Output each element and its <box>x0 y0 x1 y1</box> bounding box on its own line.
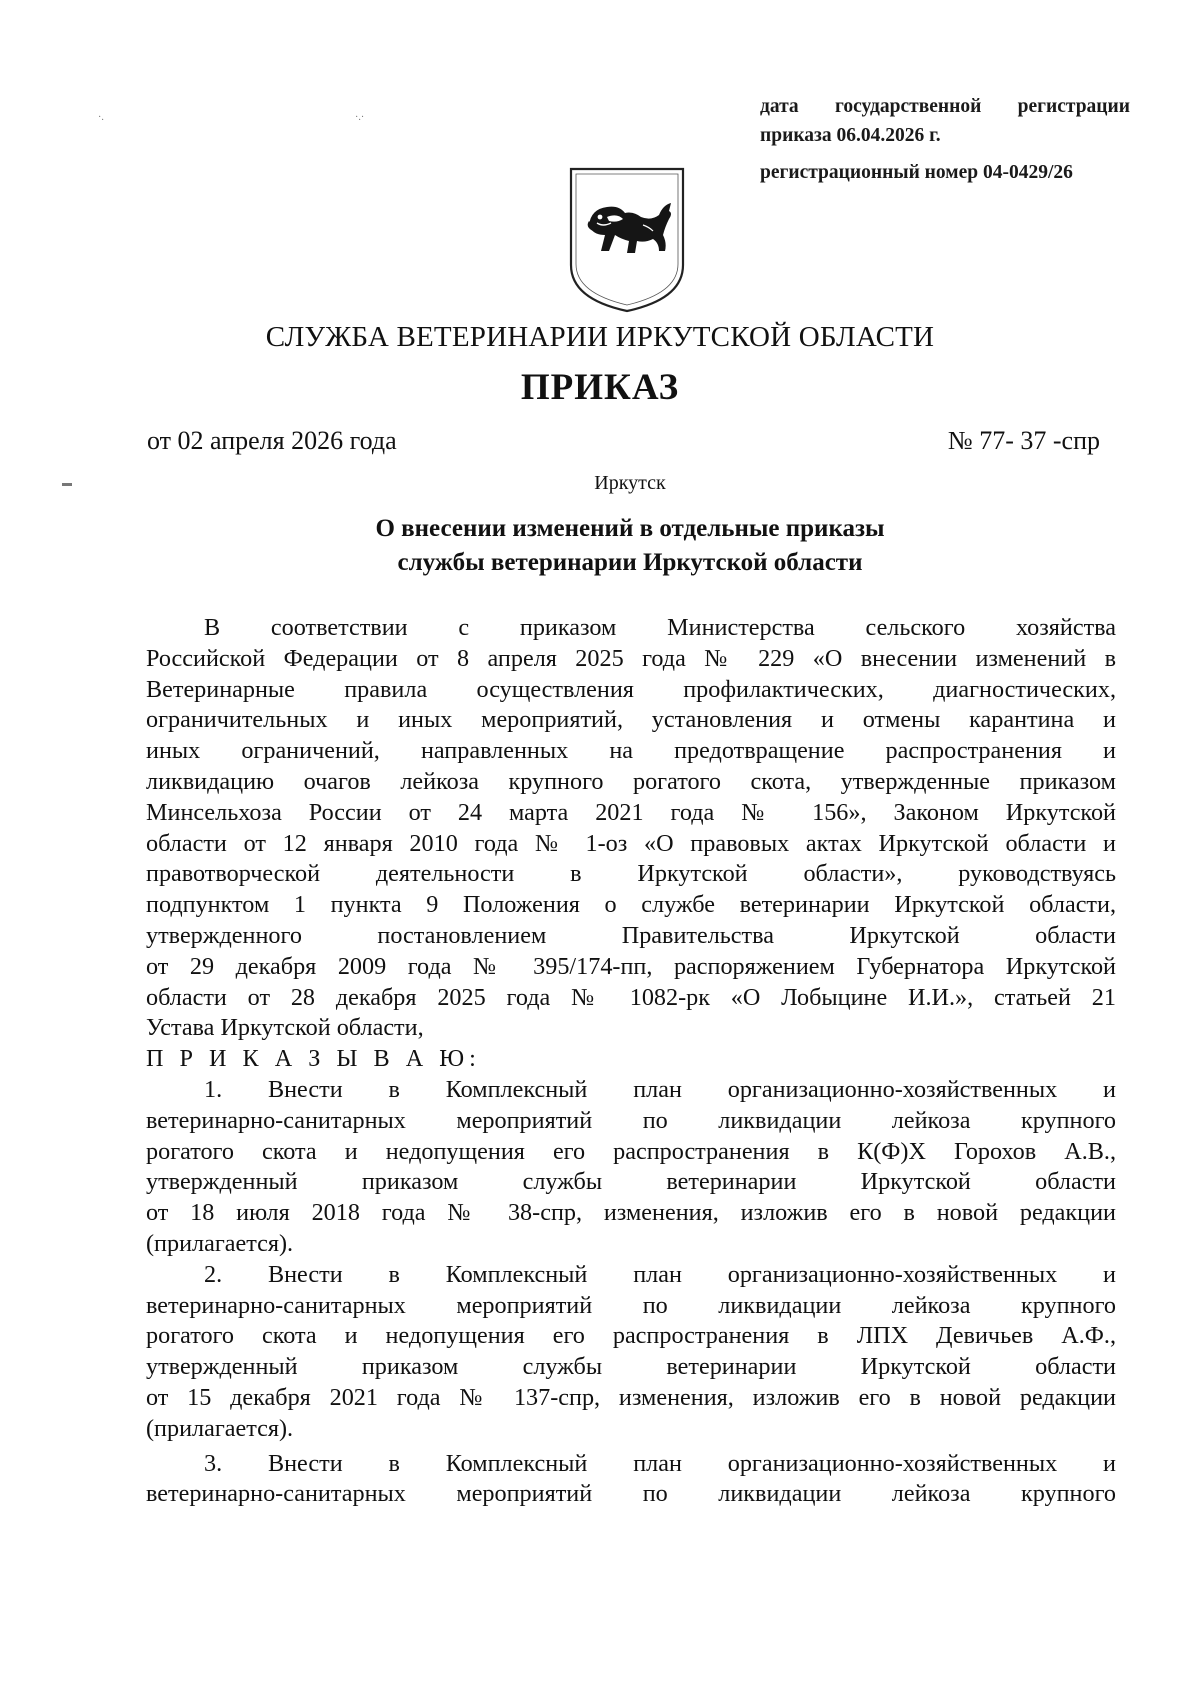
text-line: 3. Внести в Комплексный план организационно-хозяйственных и <box>204 1449 1116 1477</box>
order-item-3 <box>146 1449 1116 1511</box>
agency-name: СЛУЖБА ВЕТЕРИНАРИИ ИРКУТСКОЙ ОБЛАСТИ <box>265 321 935 353</box>
text-line: Минсельхоза России от 24 марта 2021 года № 156», Законом Иркутской <box>146 798 1116 826</box>
text-line: ветеринарно-санитарных мероприятий по ликвидации лейкоза крупного <box>146 1106 1116 1134</box>
text-line: подпунктом 1 пункта 9 Положения о службе ветеринарии Иркутской области, <box>146 891 1116 919</box>
text-line: ликвидацию очагов лейкоза крупного рогатого скота, утвержденные приказом <box>146 767 1116 795</box>
coat-of-arms-irkutsk-icon <box>567 165 687 315</box>
text-line: 2. Внести в Комплексный план организационно-хозяйственных и <box>204 1260 1116 1288</box>
text-line: области от 28 декабря 2025 года № 1082-рк «О Лобыцине И.И.», статьей 21 <box>146 983 1116 1011</box>
scan-speck: ·.· <box>355 112 365 123</box>
scan-speck: ▬ <box>62 478 72 489</box>
text-line: Российской Федерации от 8 апреля 2025 года № 229 «О внесении изменений в <box>146 644 1116 672</box>
preamble-paragraph <box>146 613 1116 1044</box>
text-line: рогатого скота и недопущения его распространения в ЛПХ Девичьев А.Ф., <box>146 1322 1116 1350</box>
order-directive-word: П Р И К А З Ы В А Ю: <box>146 1045 481 1073</box>
subject-line: службы ветеринарии Иркутской области <box>397 549 863 576</box>
text-line: утвержденный приказом службы ветеринарии Иркутской области <box>146 1353 1116 1381</box>
text-line: от 18 июля 2018 года № 38-спр, изменения, изложив его в новой редакции <box>146 1199 1116 1227</box>
text-line: 1. Внести в Комплексный план организационно-хозяйственных и <box>204 1075 1116 1103</box>
text-line: ветеринарно-санитарных мероприятий по ликвидации лейкоза крупного <box>146 1291 1116 1319</box>
text-line: В соответствии с приказом Министерства сельского хозяйства <box>204 614 1116 641</box>
text-line: (прилагается). <box>146 1414 294 1442</box>
registration-stamp <box>760 92 1180 187</box>
subject-line: О внесении изменений в отдельные приказы <box>375 515 885 542</box>
order-body <box>146 613 1116 1510</box>
order-number: № 77- 37 -спр <box>947 426 1100 455</box>
registration-date-value: приказа 06.04.2026 г. <box>760 125 941 146</box>
text-line: Устава Иркутской области, <box>146 1014 424 1042</box>
order-item-1 <box>146 1075 1116 1260</box>
text-line: ограничительных и иных мероприятий, установления и отмены карантина и <box>146 706 1116 734</box>
text-line: ветеринарно-санитарных мероприятий по ликвидации лейкоза крупного <box>146 1480 1116 1508</box>
document-type-title: ПРИКАЗ <box>520 367 680 408</box>
text-line: от 29 декабря 2009 года № 395/174-пп, распоряжением Губернатора Иркутской <box>146 952 1116 980</box>
city-name: Иркутск <box>594 472 666 494</box>
order-subject <box>0 512 1200 580</box>
text-line: от 15 декабря 2021 года № 137-спр, изменения, изложив его в новой редакции <box>146 1383 1116 1411</box>
order-item-2 <box>146 1260 1116 1445</box>
text-line: области от 12 января 2010 года № 1-оз «О правовых актах Иркутской области и <box>146 829 1116 857</box>
order-date: от 02 апреля 2026 года <box>147 426 397 455</box>
registration-number: регистрационный номер 04-0429/26 <box>760 162 1073 183</box>
registration-date-label: дата государственной регистрации <box>760 96 1130 117</box>
text-line: рогатого скота и недопущения его распространения в К(Ф)Х Горохов А.В., <box>146 1137 1116 1165</box>
text-line: правотворческой деятельности в Иркутской области», руководствуясь <box>146 860 1116 888</box>
text-line: утвержденный приказом службы ветеринарии Иркутской области <box>146 1168 1116 1196</box>
text-line: Ветеринарные правила осуществления профилактических, диагностических, <box>146 675 1116 703</box>
text-line: (прилагается). <box>146 1229 294 1257</box>
scan-speck: ·. <box>98 112 104 123</box>
text-line: утвержденного постановлением Правительства Иркутской области <box>146 921 1116 949</box>
text-line: иных ограничений, направленных на предотвращение распространения и <box>146 737 1116 765</box>
